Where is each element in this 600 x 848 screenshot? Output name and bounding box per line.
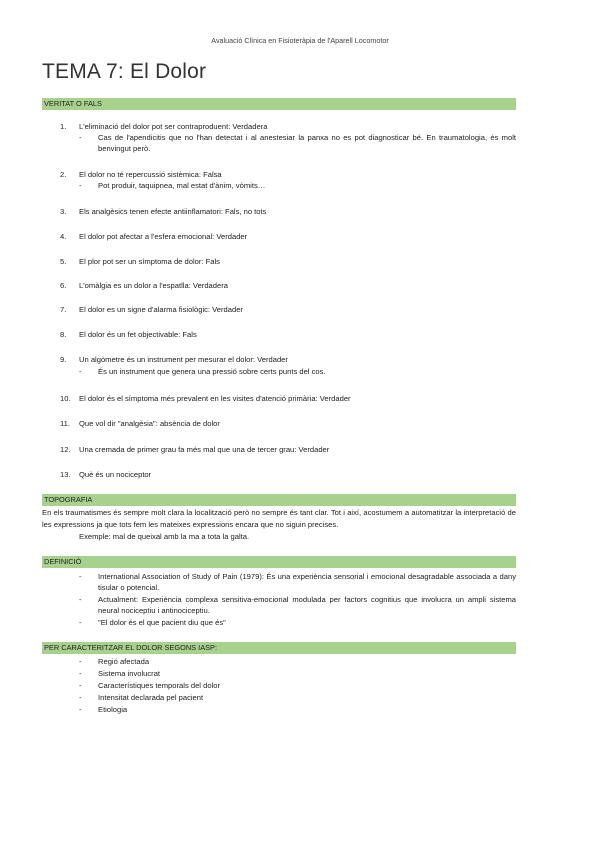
- question-text: L'omàlgia es un dolor a l'espatlla: Verdadera: [79, 281, 228, 290]
- dash-bullet: -: [79, 705, 82, 714]
- question-text: Què és un nociceptor: [79, 470, 152, 479]
- question-text: Una cremada de primer grau fa més mal que una de tercer grau: Verdader: [79, 445, 330, 454]
- dash-bullet: -: [79, 133, 82, 142]
- question-text: El dolor es un signe d'alarma fisiològic: Verdader: [79, 305, 243, 314]
- dash-bullet: -: [79, 693, 82, 702]
- question-number: 1.: [60, 122, 67, 131]
- question-number: 11.: [60, 419, 70, 428]
- question-text: El dolor és el símptoma més prevalent en les visites d'atenció primària: Verdader: [79, 394, 351, 403]
- question-number: 9.: [60, 355, 67, 364]
- caracteritzar-text: Intensitat declarada pel pacient: [98, 693, 204, 702]
- question-note-text: És un instrument que genera una pressió sobre certs punts del cos.: [98, 367, 326, 376]
- section-caracteritzar: PER CARACTERITZAR EL DOLOR SEGONS IASP:: [42, 642, 516, 654]
- section-veritat-o-fals: VERITAT O FALS: [42, 98, 516, 110]
- question-text: El dolor pot afectar a l'esfera emocional: Verdader: [79, 232, 248, 241]
- question-note-text: Pot produir, taquipnea, mal estat d'ànim, vòmits…: [98, 181, 266, 190]
- question-number: 5.: [60, 257, 67, 266]
- question-text: Els analgèsics tenen efecte antiinflamatori: Fals, no tots: [79, 207, 267, 216]
- definicio-text: "El dolor és el que pacient diu que és": [98, 618, 226, 627]
- question-number: 13.: [60, 470, 71, 479]
- question-text: Un algòmetre és un instrument per mesurar el dolor: Verdader: [79, 355, 288, 364]
- question-number: 7.: [60, 305, 67, 314]
- topografia-example: Exemple: mal de queixal amb la ma a tota la galta.: [79, 532, 250, 541]
- question-note-text: Cas de l'apendicitis que no l'han detectat i al anestesiar la panxa no es pot diagnosticar bé. En traumatologia, és molt benvingut però.: [98, 133, 516, 153]
- definicio-text: International Association of Study of Pain (1979): És una experiència sensorial i emocional desagradable associada a dany tisular o potencial.: [98, 572, 516, 592]
- question-number: 4.: [60, 232, 67, 241]
- dash-bullet: -: [79, 181, 82, 190]
- dash-bullet: -: [79, 618, 82, 627]
- dash-bullet: -: [79, 572, 82, 581]
- caracteritzar-text: Característiques temporals del dolor: [98, 681, 220, 690]
- question-number: 12.: [60, 445, 71, 454]
- question-number: 8.: [60, 330, 67, 339]
- caracteritzar-text: Etiologia: [98, 705, 128, 714]
- dash-bullet: -: [79, 595, 82, 604]
- question-number: 2.: [60, 170, 67, 179]
- question-number: 3.: [60, 207, 67, 216]
- question-text: El plor pot ser un símptoma de dolor: Fals: [79, 257, 220, 266]
- dash-bullet: -: [79, 367, 82, 376]
- question-text: El dolor és un fet objectivable: Fals: [79, 330, 197, 339]
- dash-bullet: -: [79, 669, 82, 678]
- section-topografia: TOPOGRAFIA: [42, 494, 516, 506]
- question-text: Que vol dir "analgèsia": absència de dolor: [79, 419, 220, 428]
- question-text: El dolor no té repercussió sistèmica: Falsa: [79, 170, 222, 179]
- caracteritzar-text: Sistema involucrat: [98, 669, 161, 678]
- definicio-text: Actualment: Experiència complexa sensitiva-emocional modulada per factors cognitius que involucra un ampli sistema neural nociceptiu i antinociceptiu.: [98, 595, 516, 615]
- question-number: 10.: [60, 394, 71, 403]
- page-title: TEMA 7: El Dolor: [42, 60, 207, 83]
- page-header: Avaluació Clínica en Fisioteràpia de l'Aparell Locomotor: [211, 36, 389, 45]
- section-definicio: DEFINICIÓ: [42, 556, 516, 568]
- dash-bullet: -: [79, 657, 82, 666]
- dash-bullet: -: [79, 681, 82, 690]
- topografia-paragraph: En els traumatismes és sempre molt clara la localització però no sempre és tant clar. Tot i així, acostumem a automatitzar la interpretació de les expressions ja que tots fem les mateixes expressions encara que no siguin precises.: [42, 508, 516, 529]
- question-number: 6.: [60, 281, 67, 290]
- caracteritzar-text: Regió afectada: [98, 657, 150, 666]
- question-text: L'eliminació del dolor pot ser contraproduent: Verdadera: [79, 122, 268, 131]
